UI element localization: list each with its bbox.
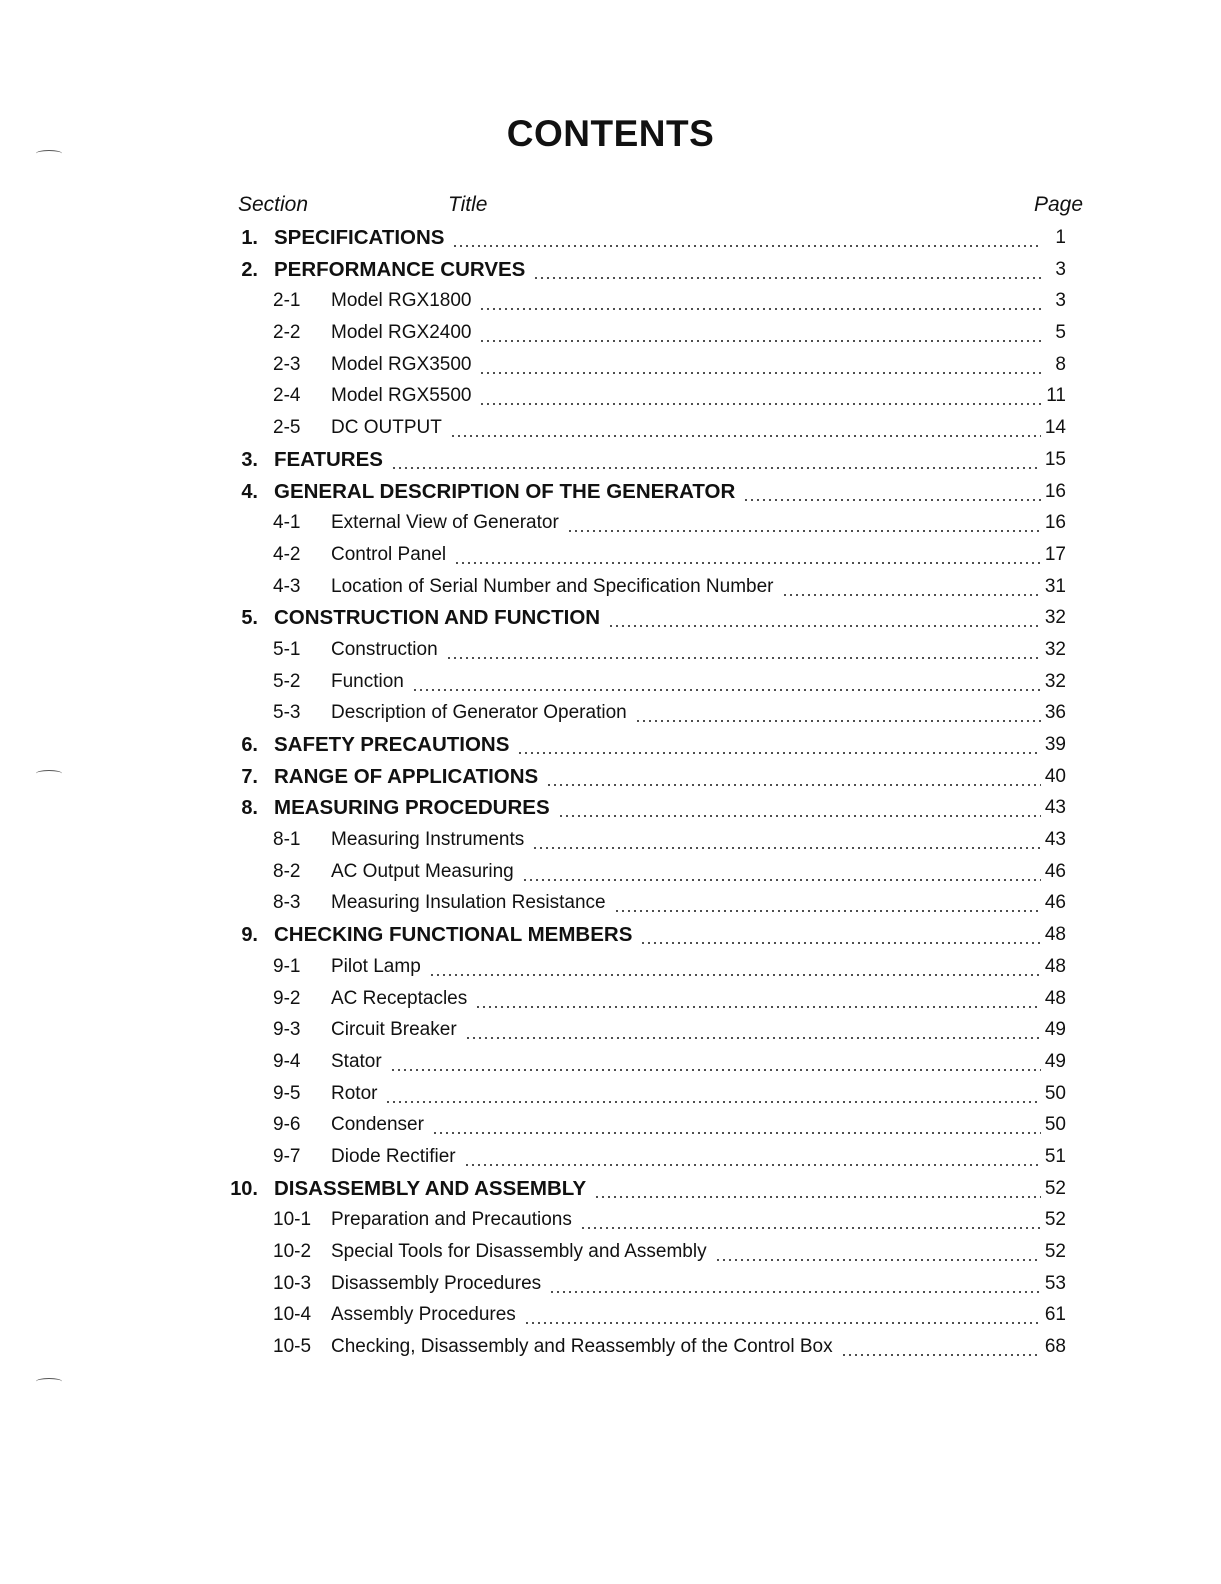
toc-entry-title: MEASURING PROCEDURES — [274, 796, 550, 820]
toc-entry-page: 32 — [1044, 638, 1066, 660]
toc-entry-title: Rotor — [331, 1082, 378, 1104]
toc-entry-number: 5-3 — [273, 702, 301, 724]
dot-leader — [412, 689, 1041, 691]
toc-entry-title: FEATURES — [274, 447, 383, 471]
toc-entry-page: 1 — [1055, 227, 1066, 248]
toc-entry-title-line — [331, 953, 1041, 981]
toc-subsection-entry[interactable] — [0, 953, 1221, 985]
toc-entry-number: 8. — [241, 797, 258, 820]
dot-leader — [475, 1006, 1041, 1008]
toc-entry-title-line — [331, 1333, 1041, 1361]
toc-entry-number: 3. — [241, 448, 258, 471]
toc-entry-title-line — [331, 826, 1041, 854]
column-header-title: Title — [448, 193, 488, 216]
toc-subsection-entry[interactable] — [0, 826, 1221, 858]
toc-entry-number: 10-3 — [273, 1272, 312, 1294]
toc-entry-title: Diode Rectifier — [331, 1145, 456, 1167]
toc-entry-page: 50 — [1044, 1114, 1066, 1136]
toc-entry-page: 40 — [1044, 765, 1066, 787]
toc-entry-page: 53 — [1044, 1272, 1066, 1294]
dot-leader — [546, 784, 1041, 786]
toc-entry-title: Disassembly Procedures — [331, 1272, 542, 1294]
dot-leader — [640, 942, 1041, 944]
toc-entry-number: 5-2 — [273, 670, 301, 692]
toc-subsection-entry[interactable] — [0, 699, 1221, 731]
toc-entry-number: 9-3 — [273, 1019, 301, 1041]
toc-section-entry[interactable] — [0, 604, 1221, 636]
toc-entry-number: 9. — [241, 924, 258, 947]
toc-entry-page: 32 — [1044, 670, 1066, 692]
toc-entry-number: 9-4 — [273, 1050, 301, 1072]
dot-leader — [533, 277, 1041, 279]
toc-entry-title: Special Tools for Disassembly and Assembly — [331, 1241, 707, 1262]
dot-leader — [385, 1101, 1041, 1103]
toc-section-entry[interactable] — [0, 921, 1221, 953]
toc-entry-number: 10-5 — [273, 1336, 312, 1358]
toc-entry-page: 8 — [1055, 353, 1066, 375]
toc-entry-page: 46 — [1044, 892, 1066, 914]
toc-entry-number: 4-1 — [273, 512, 301, 534]
toc-entry-number: 7. — [241, 765, 258, 788]
toc-entry-title-line — [331, 1016, 1041, 1044]
toc-entry-number: 9-6 — [273, 1114, 301, 1136]
toc-entry-title-line — [274, 921, 1041, 949]
toc-entry-number: 4-3 — [273, 575, 301, 597]
toc-entry-page: 16 — [1044, 480, 1066, 502]
toc-subsection-entry[interactable] — [0, 985, 1221, 1017]
toc-entry-page: 3 — [1055, 258, 1066, 280]
toc-entry-page: 36 — [1044, 702, 1066, 724]
toc-section-entry[interactable] — [0, 446, 1221, 478]
toc-entry-title-line — [331, 1238, 1041, 1266]
toc-entry-title: DC OUTPUT — [331, 417, 442, 439]
toc-entry-number: 2-2 — [273, 322, 301, 344]
toc-section-entry[interactable] — [0, 478, 1221, 510]
toc-section-entry[interactable] — [0, 794, 1221, 826]
toc-subsection-entry[interactable] — [0, 858, 1221, 890]
toc-entry-title: GENERAL DESCRIPTION OF THE GENERATOR — [274, 479, 736, 503]
toc-entry-title: DISASSEMBLY AND ASSEMBLY — [274, 1176, 587, 1200]
toc-entry-page: 68 — [1044, 1336, 1066, 1358]
toc-entry-number: 2-4 — [273, 385, 301, 407]
toc-entry-title: Measuring Insulation Resistance — [331, 892, 606, 914]
dot-leader — [391, 467, 1041, 469]
toc-entry-page: 43 — [1044, 829, 1066, 851]
toc-subsection-entry[interactable] — [0, 287, 1221, 319]
toc-entry-number: 10-4 — [273, 1304, 312, 1326]
dot-leader — [635, 720, 1041, 722]
toc-entry-page: 48 — [1044, 924, 1066, 946]
toc-subsection-entry[interactable] — [0, 1016, 1221, 1048]
toc-subsection-entry[interactable] — [0, 541, 1221, 573]
dot-leader — [390, 1069, 1041, 1071]
toc-subsection-entry[interactable] — [0, 382, 1221, 414]
toc-entry-title-line — [274, 478, 1041, 506]
margin-scan-mark — [36, 1378, 62, 1385]
toc-subsection-entry[interactable] — [0, 1333, 1221, 1365]
toc-subsection-entry[interactable] — [0, 1270, 1221, 1302]
toc-entry-title: RANGE OF APPLICATIONS — [274, 764, 539, 788]
toc-entry-number: 8-1 — [273, 829, 301, 851]
toc-entry-title-line — [331, 573, 1041, 601]
toc-subsection-entry[interactable] — [0, 1206, 1221, 1238]
toc-entry-title: Model RGX1800 — [331, 290, 472, 312]
column-header-page: Page — [1033, 193, 1083, 216]
toc-entry-page: 43 — [1044, 797, 1066, 819]
toc-subsection-entry[interactable] — [0, 319, 1221, 351]
toc-entry-title-line — [331, 858, 1041, 886]
toc-subsection-entry[interactable] — [0, 1111, 1221, 1143]
toc-entry-title-line — [331, 414, 1041, 442]
toc-entry-title-line — [331, 1206, 1041, 1234]
toc-subsection-entry[interactable] — [0, 1048, 1221, 1080]
toc-entry-number: 9-2 — [273, 987, 301, 1009]
toc-entry-number: 2. — [241, 258, 258, 281]
dot-leader — [594, 1196, 1041, 1198]
toc-entry-page: 50 — [1044, 1082, 1066, 1104]
toc-entry-title-line — [274, 256, 1041, 284]
toc-entry-number: 5. — [241, 607, 258, 630]
toc-entry-number: 8-2 — [273, 860, 301, 882]
toc-section-entry[interactable] — [0, 763, 1221, 795]
dot-leader — [479, 403, 1041, 405]
toc-entry-title: Preparation and Precautions — [331, 1209, 572, 1231]
dot-leader — [608, 625, 1041, 627]
toc-entry-title: Construction — [331, 638, 438, 660]
toc-entry-title: Condenser — [331, 1114, 424, 1136]
toc-entry-number: 10. — [230, 1177, 258, 1200]
toc-entry-title-line — [274, 794, 1041, 822]
toc-entry-page: 61 — [1044, 1304, 1066, 1326]
toc-section-entry[interactable] — [0, 224, 1221, 256]
toc-entry-number: 9-7 — [273, 1145, 301, 1167]
column-header-section: Section — [238, 193, 309, 216]
toc-entry-number: 4. — [241, 480, 258, 503]
toc-entry-number: 1. — [241, 227, 258, 249]
toc-entry-title-line — [331, 889, 1041, 917]
toc-entry-title: AC Receptacles — [331, 987, 468, 1009]
toc-section-entry[interactable] — [0, 256, 1221, 288]
toc-subsection-entry[interactable] — [0, 636, 1221, 668]
dot-leader — [522, 879, 1041, 881]
dot-leader — [558, 815, 1041, 817]
toc-subsection-entry[interactable] — [0, 1301, 1221, 1333]
toc-entry-title: AC Output Measuring — [331, 860, 514, 882]
toc-entry-page: 14 — [1044, 417, 1066, 439]
toc-entry-title: Location of Serial Number and Specification Number — [331, 575, 774, 597]
dot-leader — [549, 1291, 1041, 1293]
dot-leader — [567, 530, 1041, 532]
toc-entry-title-line — [331, 382, 1041, 410]
dot-leader — [479, 372, 1041, 374]
toc-subsection-entry[interactable] — [0, 351, 1221, 383]
toc-entry-page: 51 — [1044, 1145, 1066, 1167]
toc-entry-page: 46 — [1044, 860, 1066, 882]
toc-entry-title: Model RGX3500 — [331, 353, 472, 375]
toc-entry-title: Description of Generator Operation — [331, 702, 627, 724]
page-title: CONTENTS — [506, 113, 715, 154]
toc-entry-title: Model RGX2400 — [331, 322, 472, 344]
toc-entry-page: 48 — [1044, 987, 1066, 1009]
toc-entry-number: 6. — [241, 734, 258, 756]
toc-entry-title-line — [331, 509, 1041, 537]
toc-entry-page: 17 — [1044, 543, 1066, 565]
toc-entry-title: PERFORMANCE CURVES — [274, 257, 526, 281]
toc-entry-number: 2-1 — [273, 290, 301, 312]
toc-entry-title-line — [331, 1143, 1041, 1171]
toc-entry-number: 10-2 — [273, 1241, 312, 1262]
toc-entry-title-line — [331, 668, 1041, 696]
dot-leader — [532, 847, 1041, 849]
toc-entry-number: 9-5 — [273, 1082, 301, 1104]
toc-entry-title: External View of Generator — [331, 512, 559, 534]
toc-entry-title-line — [331, 1080, 1041, 1108]
toc-subsection-entry[interactable] — [0, 1143, 1221, 1175]
toc-entry-number: 4-2 — [273, 543, 301, 565]
toc-entry-page: 49 — [1044, 1050, 1066, 1072]
dot-leader — [841, 1354, 1041, 1356]
dot-leader — [464, 1164, 1041, 1166]
toc-entry-page: 16 — [1044, 512, 1066, 534]
dot-leader — [479, 340, 1041, 342]
toc-subsection-entry[interactable] — [0, 1080, 1221, 1112]
toc-entry-title: CONSTRUCTION AND FUNCTION — [274, 606, 601, 630]
toc-entry-page: 31 — [1044, 575, 1066, 597]
toc-entry-title-line — [331, 287, 1041, 315]
toc-entry-number: 10-1 — [273, 1209, 312, 1231]
toc-subsection-entry[interactable] — [0, 1238, 1221, 1270]
toc-entry-title: CHECKING FUNCTIONAL MEMBERS — [274, 923, 633, 947]
dot-leader — [782, 594, 1041, 596]
dot-leader — [450, 435, 1041, 437]
toc-entry-page: 5 — [1055, 322, 1066, 344]
dot-leader — [517, 752, 1041, 754]
toc-entry-page: 52 — [1044, 1241, 1066, 1262]
toc-entry-title: SPECIFICATIONS — [274, 226, 445, 249]
toc-subsection-entry[interactable] — [0, 573, 1221, 605]
toc-entry-page: 52 — [1044, 1177, 1066, 1199]
dot-leader — [743, 499, 1041, 501]
toc-entry-title-line — [274, 604, 1041, 632]
toc-entry-title: Circuit Breaker — [331, 1019, 457, 1041]
toc-entry-title: Assembly Procedures — [331, 1304, 516, 1326]
toc-entry-page: 49 — [1044, 1019, 1066, 1041]
toc-entry-title-line — [331, 1111, 1041, 1139]
toc-entry-title-line — [274, 1175, 1041, 1203]
toc-entry-title-line — [274, 763, 1041, 791]
toc-entry-title: SAFETY PRECAUTIONS — [274, 733, 510, 756]
toc-entry-title: Model RGX5500 — [331, 385, 472, 407]
toc-entry-title-line — [331, 985, 1041, 1013]
dot-leader — [452, 245, 1041, 247]
dot-leader — [465, 1037, 1041, 1039]
toc-subsection-entry[interactable] — [0, 668, 1221, 700]
toc-entry-page: 52 — [1044, 1209, 1066, 1231]
toc-subsection-entry[interactable] — [0, 889, 1221, 921]
toc-entry-title: Measuring Instruments — [331, 829, 525, 851]
toc-entry-title-line — [331, 1301, 1041, 1329]
dot-leader — [454, 562, 1041, 564]
dot-leader — [479, 308, 1041, 310]
toc-entry-title-line — [331, 699, 1041, 727]
toc-entry-title-line — [274, 224, 1041, 252]
toc-subsection-entry[interactable] — [0, 509, 1221, 541]
toc-entry-title-line — [274, 731, 1041, 759]
dot-leader — [614, 910, 1041, 912]
toc-section-entry[interactable] — [0, 731, 1221, 763]
toc-entry-number: 8-3 — [273, 892, 301, 914]
toc-entry-title-line — [331, 1048, 1041, 1076]
toc-entry-page: 3 — [1055, 290, 1066, 312]
dot-leader — [432, 1132, 1041, 1134]
toc-entry-title: Control Panel — [331, 543, 447, 565]
toc-entry-number: 9-1 — [273, 955, 301, 977]
toc-entry-page: 39 — [1044, 734, 1066, 755]
toc-entry-title-line — [331, 351, 1041, 379]
toc-entry-page: 11 — [1046, 385, 1066, 407]
toc-subsection-entry[interactable] — [0, 414, 1221, 446]
toc-section-entry[interactable] — [0, 1175, 1221, 1207]
toc-entry-page: 15 — [1044, 448, 1066, 470]
toc-entry-title-line — [331, 636, 1041, 664]
dot-leader — [524, 1322, 1041, 1324]
toc-entry-number: 5-1 — [273, 638, 301, 660]
toc-entry-page: 32 — [1044, 607, 1066, 629]
toc-entry-title: Stator — [331, 1050, 382, 1072]
dot-leader — [715, 1259, 1041, 1261]
dot-leader — [429, 974, 1041, 976]
toc-entry-number: 2-5 — [273, 417, 301, 439]
toc-entry-page: 48 — [1044, 955, 1066, 977]
dot-leader — [580, 1227, 1041, 1229]
toc-entry-title-line — [274, 446, 1041, 474]
toc-entry-title-line — [331, 541, 1041, 569]
toc-entry-title: Checking, Disassembly and Reassembly of the Control Box — [331, 1336, 833, 1358]
toc-entry-title-line — [331, 1270, 1041, 1298]
dot-leader — [446, 657, 1041, 659]
toc-entry-number: 2-3 — [273, 353, 301, 375]
toc-entry-title-line — [331, 319, 1041, 347]
toc-entry-title: Function — [331, 670, 404, 692]
table-of-contents — [0, 224, 1221, 1365]
toc-entry-title: Pilot Lamp — [331, 955, 421, 977]
